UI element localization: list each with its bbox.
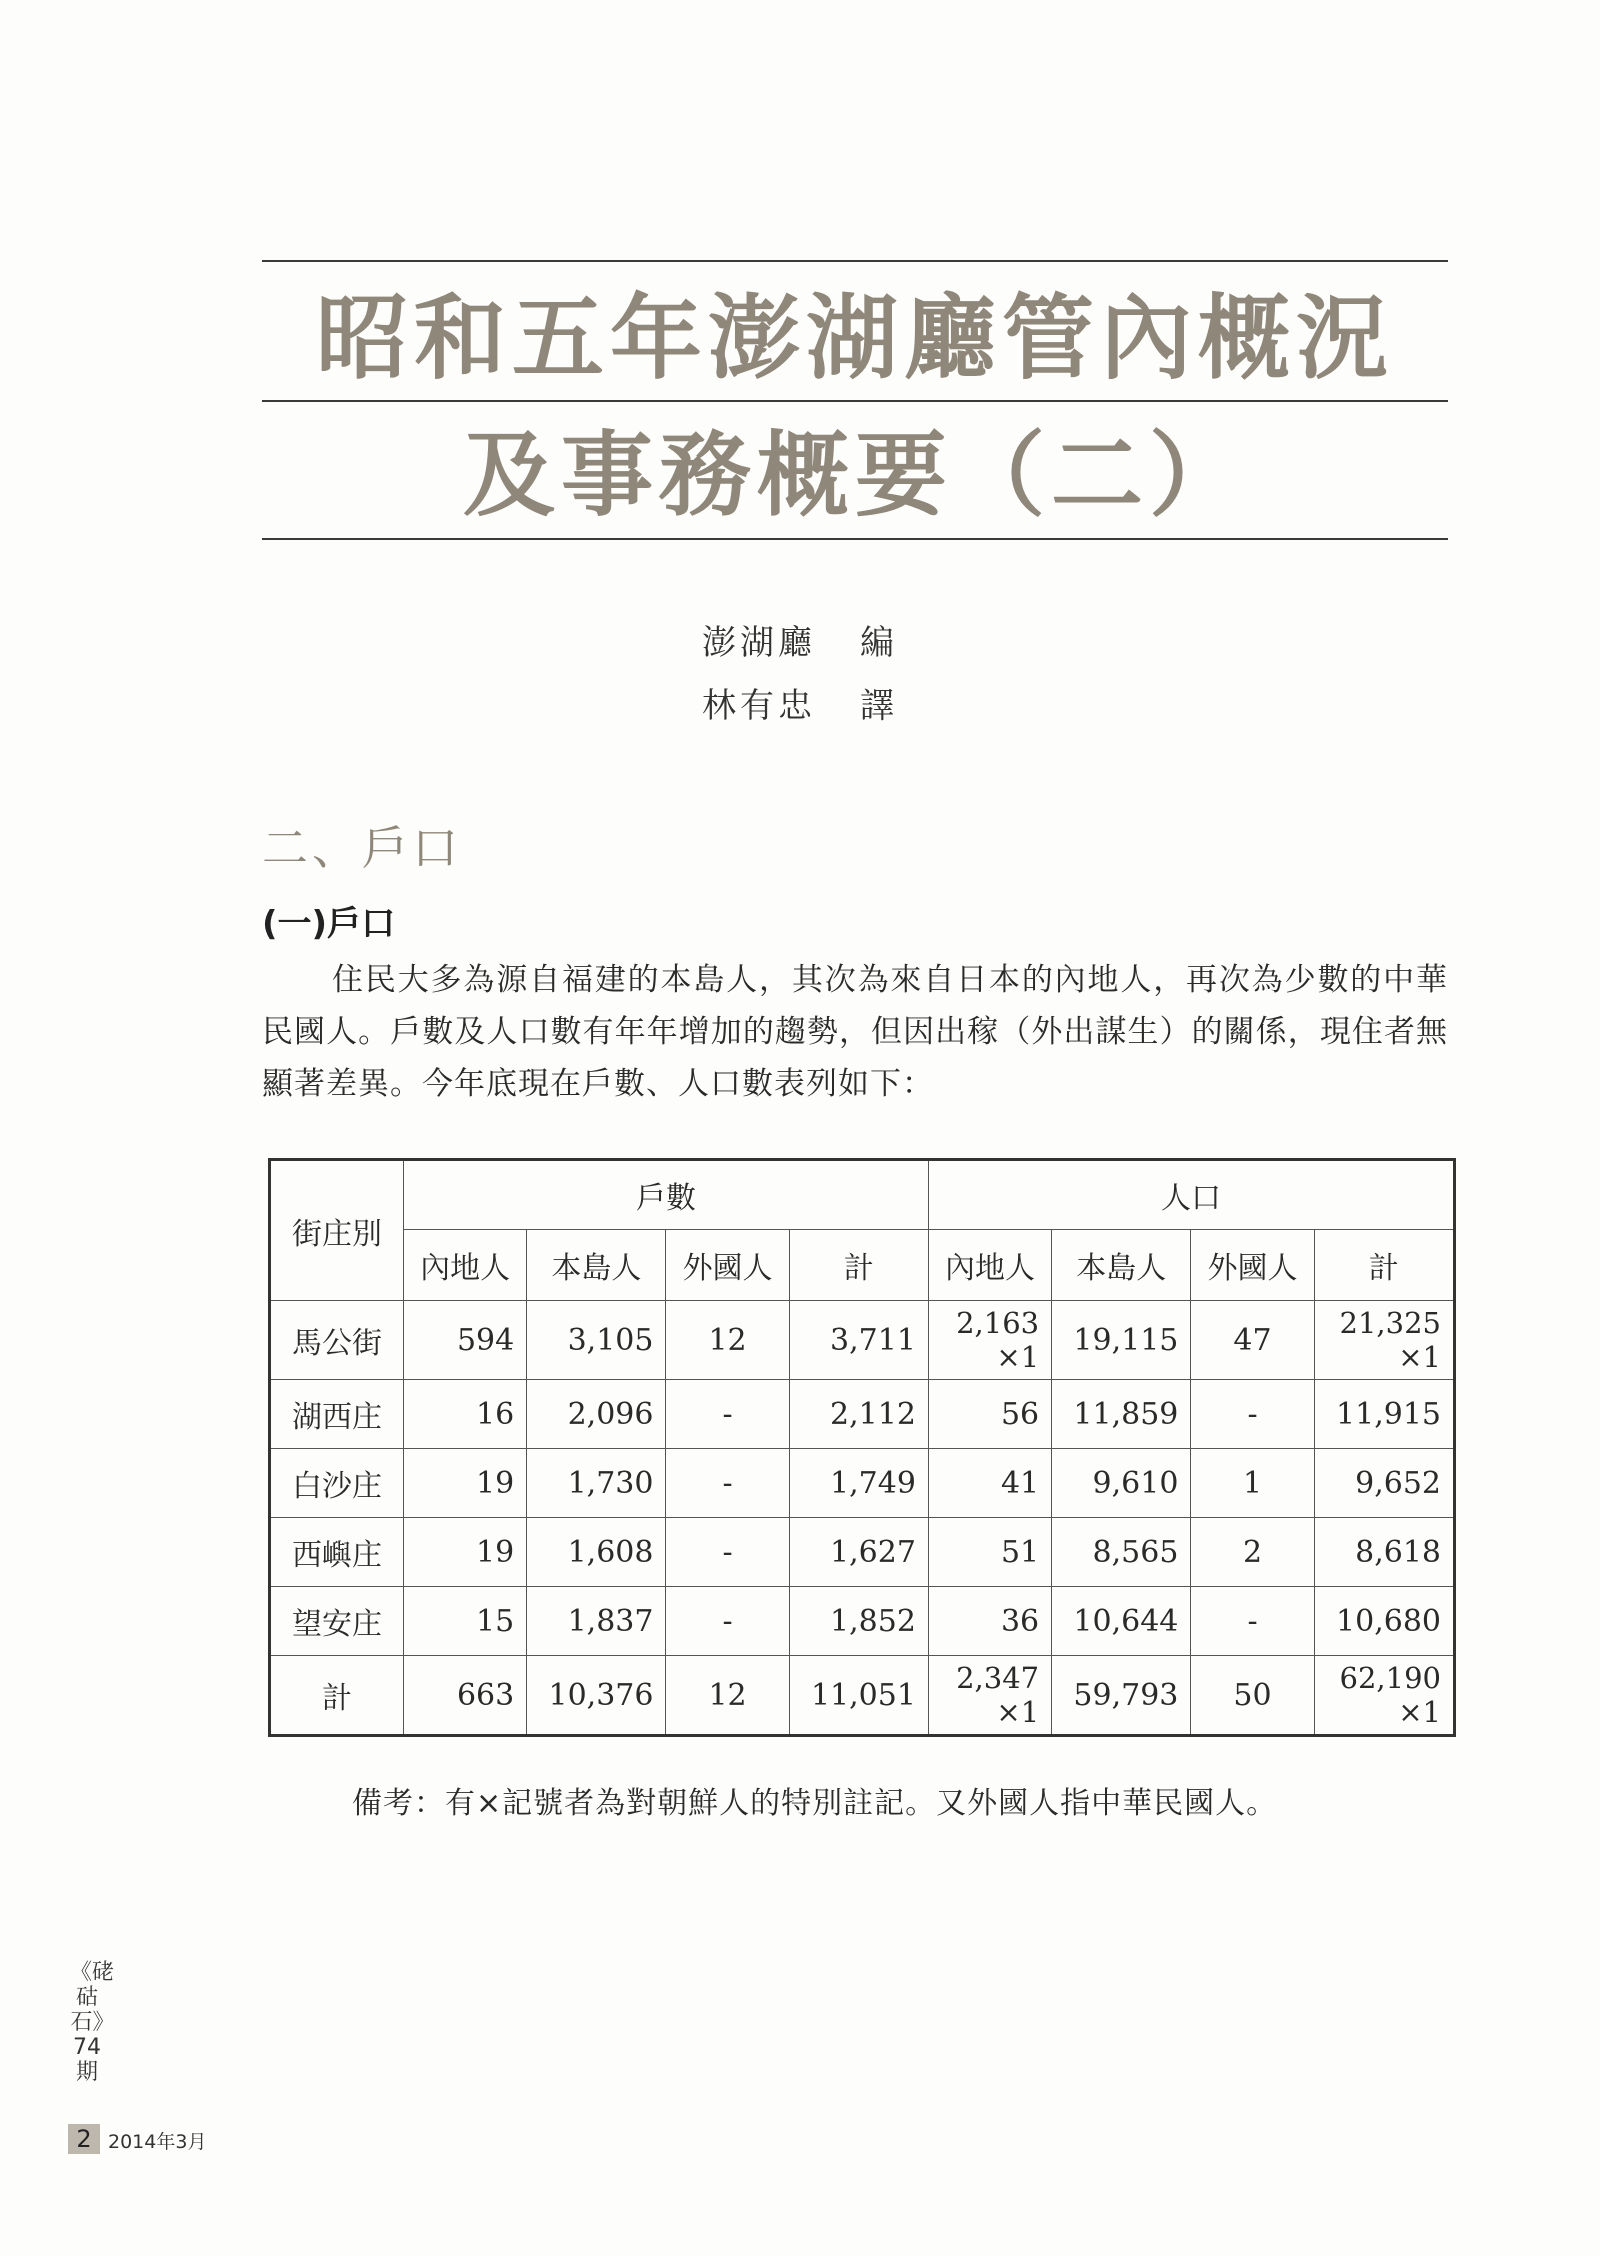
table-cell: - [1191, 1587, 1314, 1656]
table-cell: 1,730 [527, 1449, 666, 1518]
table-cell: 8,565 [1052, 1518, 1191, 1587]
table-note: 備考：有×記號者為對朝鮮人的特別註記。又外國人指中華民國人。 [352, 1786, 1278, 1821]
column-header: 內地人 [404, 1230, 527, 1301]
table-cell: 1 [1191, 1449, 1314, 1518]
table-row [270, 1380, 1455, 1449]
table-cell: 36 [928, 1587, 1051, 1656]
table-cell: 19,115 [1052, 1301, 1191, 1380]
table-cell: 16 [404, 1380, 527, 1449]
title-rule-bottom [262, 538, 1448, 540]
column-header: 本島人 [1052, 1230, 1191, 1301]
table-cell: 663 [404, 1656, 527, 1736]
household-population-table [268, 1158, 1456, 1737]
table-cell: 1,852 [789, 1587, 928, 1656]
title-rule-top [262, 260, 1448, 262]
translator-role: 譯 [860, 686, 898, 726]
table-cell: - [666, 1380, 789, 1449]
column-header: 本島人 [527, 1230, 666, 1301]
table-cell: 1,837 [527, 1587, 666, 1656]
table-cell: - [1191, 1380, 1314, 1449]
table-cell: 2,112 [789, 1380, 928, 1449]
cell-mark: ×1 [996, 1340, 1040, 1374]
journal-name: 《硓𥑮石》74期 [70, 1960, 115, 2085]
table-cell [1314, 1301, 1454, 1380]
population-group-header: 人口 [928, 1160, 1454, 1230]
column-header: 計 [789, 1230, 928, 1301]
table-cell: 11,051 [789, 1656, 928, 1736]
page-number: 2 [68, 2124, 100, 2154]
table-cell: 10,644 [1052, 1587, 1191, 1656]
row-label: 馬公街 [270, 1301, 404, 1380]
table-cell: - [666, 1449, 789, 1518]
table-cell: 1,749 [789, 1449, 928, 1518]
table-cell: 9,652 [1314, 1449, 1454, 1518]
table-cell [1314, 1656, 1454, 1736]
table-cell: 8,618 [1314, 1518, 1454, 1587]
column-header: 計 [1314, 1230, 1454, 1301]
row-label: 湖西庄 [270, 1380, 404, 1449]
table-cell: 2 [1191, 1518, 1314, 1587]
editor-role: 編 [860, 623, 898, 663]
column-header: 內地人 [928, 1230, 1051, 1301]
cell-value: 2,163 [956, 1306, 1040, 1340]
subsection-heading: (一)戶口 [262, 904, 396, 944]
table-cell: 11,915 [1314, 1380, 1454, 1449]
row-label: 望安庄 [270, 1587, 404, 1656]
table-cell [928, 1301, 1051, 1380]
table-cell: 2,096 [527, 1380, 666, 1449]
table-cell: 47 [1191, 1301, 1314, 1380]
translator-credit [0, 678, 1600, 727]
table-cell: 11,859 [1052, 1380, 1191, 1449]
cell-mark: ×1 [1398, 1340, 1441, 1374]
table-cell: - [666, 1518, 789, 1587]
row-label: 白沙庄 [270, 1449, 404, 1518]
issue-date: 2014年3月 [108, 2131, 207, 2153]
cell-mark: ×1 [1398, 1695, 1441, 1729]
table-cell: 12 [666, 1656, 789, 1736]
table-cell: 10,376 [527, 1656, 666, 1736]
table-cell: 594 [404, 1301, 527, 1380]
table-cell: 41 [928, 1449, 1051, 1518]
row-label: 西嶼庄 [270, 1518, 404, 1587]
table-cell: 56 [928, 1380, 1051, 1449]
table-cell: 59,793 [1052, 1656, 1191, 1736]
column-header: 外國人 [1191, 1230, 1314, 1301]
households-group-header: 戶數 [404, 1160, 929, 1230]
table-cell: - [666, 1587, 789, 1656]
table-cell: 9,610 [1052, 1449, 1191, 1518]
table-cell [928, 1656, 1051, 1736]
table-cell: 1,608 [527, 1518, 666, 1587]
cell-value: 2,347 [956, 1661, 1040, 1695]
row-label: 計 [270, 1656, 404, 1736]
table-row [270, 1587, 1455, 1656]
table-cell: 3,105 [527, 1301, 666, 1380]
table-total-row [270, 1656, 1455, 1736]
table-row [270, 1301, 1455, 1380]
article-title-line1: 昭和五年澎湖廳管內概況 [315, 284, 1394, 392]
table-cell: 19 [404, 1518, 527, 1587]
editor-name: 澎湖廳 [702, 623, 816, 663]
body-paragraph: 住民大多為源自福建的本島人，其次為來自日本的內地人，再次為少數的中華民國人。戶數及人口數有年年增加的趨勢，但因出稼（外出謀生）的關係，現住者無顯著差異。今年底現在戶數、人口數表列如下： [262, 962, 1448, 1102]
table-row [270, 1449, 1455, 1518]
cell-mark: ×1 [996, 1695, 1040, 1729]
column-header: 外國人 [666, 1230, 789, 1301]
cell-value: 21,325 [1339, 1306, 1441, 1340]
table-cell: 1,627 [789, 1518, 928, 1587]
table-cell: 50 [1191, 1656, 1314, 1736]
cell-value: 62,190 [1339, 1661, 1441, 1695]
editor-credit [0, 615, 1600, 664]
translator-name: 林有忠 [702, 686, 816, 726]
table-row [270, 1518, 1455, 1587]
table-cell: 15 [404, 1587, 527, 1656]
table-cell: 10,680 [1314, 1587, 1454, 1656]
table-corner-header: 街庄別 [270, 1160, 404, 1301]
table-cell: 12 [666, 1301, 789, 1380]
table-cell: 51 [928, 1518, 1051, 1587]
table-cell: 19 [404, 1449, 527, 1518]
section-heading: 二、戶口 [262, 821, 462, 875]
article-title-line2: 及事務概要（二） [462, 421, 1247, 529]
table-cell: 3,711 [789, 1301, 928, 1380]
title-rule-middle [262, 400, 1448, 402]
